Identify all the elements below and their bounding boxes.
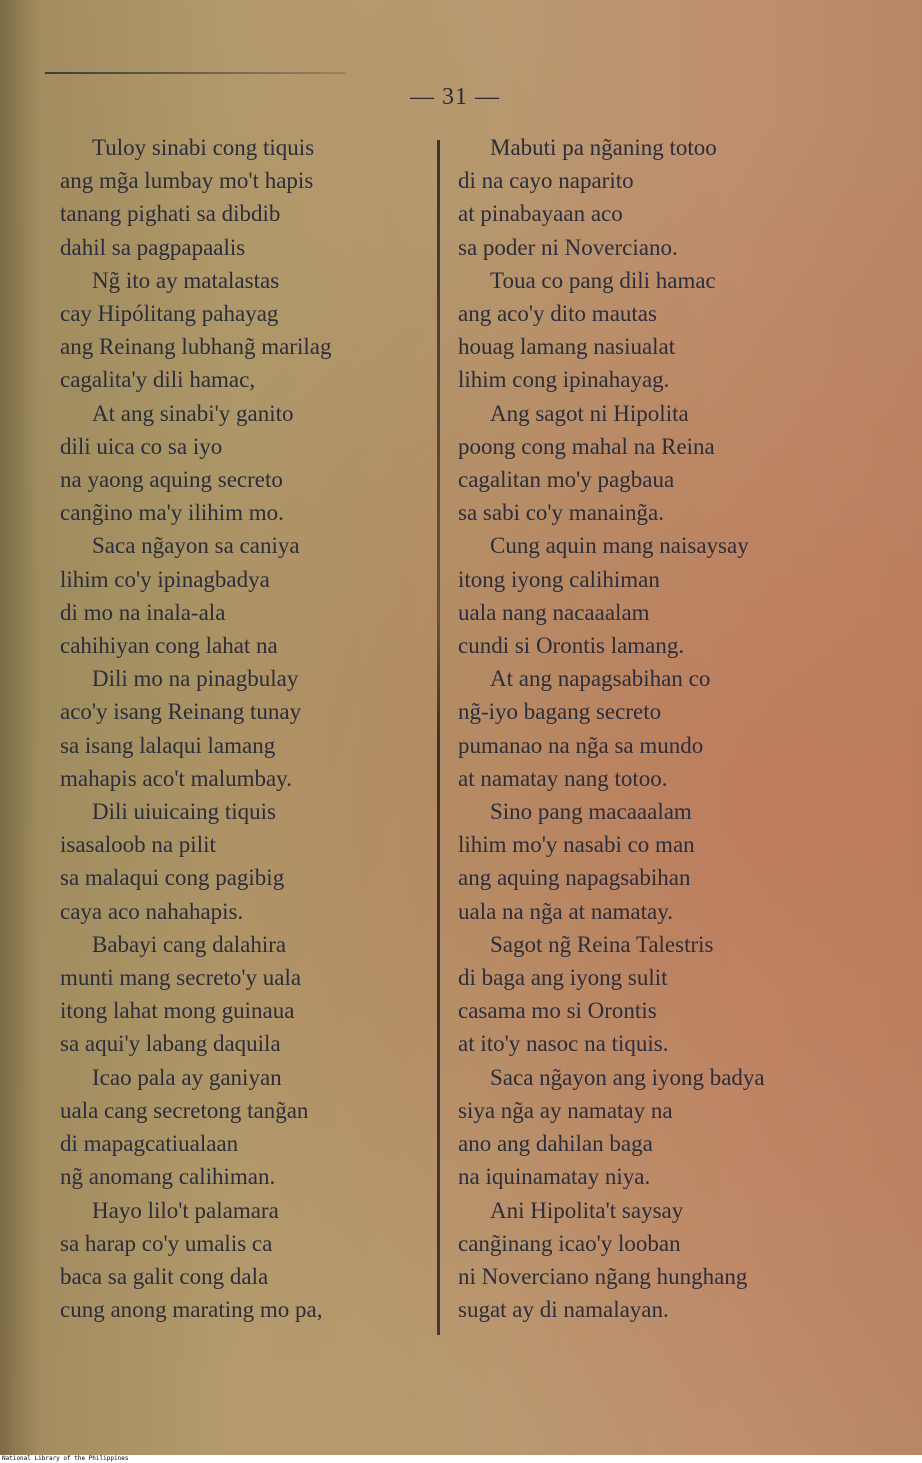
verse-line: sa malaqui cong pagibig bbox=[60, 865, 285, 891]
verse-line: ng̃ anomang calihiman. bbox=[60, 1164, 276, 1190]
left-column bbox=[60, 131, 440, 1326]
verse-line: uala na ng̃a at namatay. bbox=[458, 898, 673, 924]
verse-line: na yaong aquing secreto bbox=[60, 467, 283, 493]
verse-line: poong cong mahal na Reina bbox=[458, 433, 715, 459]
verse-line: na iquinamatay niya. bbox=[458, 1164, 651, 1190]
verse-line: baca sa galit cong dala bbox=[60, 1263, 269, 1289]
verse-line: di mapagcatiualaan bbox=[60, 1131, 239, 1157]
verse-line: at namatay nang totoo. bbox=[458, 765, 668, 791]
verse-line: ni Noverciano ng̃ang hunghang bbox=[458, 1263, 748, 1289]
verse-line: at pinabayaan aco bbox=[458, 201, 623, 227]
verse-line: cay Hipólitang pahayag bbox=[60, 301, 279, 327]
page-number: — 31 — bbox=[410, 84, 500, 110]
verse-line: Ang sagot ni Hipolita bbox=[490, 400, 689, 426]
verse-line: Sagot ng̃ Reina Talestris bbox=[490, 931, 714, 957]
verse-line: Babayi cang dalahira bbox=[92, 931, 287, 957]
verse-line: uala nang nacaaalam bbox=[458, 599, 650, 625]
verse-line: sa isang lalaqui lamang bbox=[60, 732, 276, 758]
verse-line: munti mang secreto'y uala bbox=[60, 965, 302, 991]
footer-credit: National Library of the Philippines bbox=[2, 1455, 129, 1462]
verse-line: tanang pighati sa dibdib bbox=[60, 201, 281, 227]
verse-line: houag lamang nasiualat bbox=[458, 334, 676, 360]
verse-line: At ang napagsabihan co bbox=[490, 666, 711, 692]
verse-line: Saca ng̃ayon sa caniya bbox=[92, 533, 300, 559]
verse-line: ng̃-iyo bagang secreto bbox=[458, 699, 662, 725]
verse-line: Hayo lilo't palamara bbox=[92, 1197, 279, 1223]
verse-line: sa aqui'y labang daquila bbox=[60, 1031, 281, 1057]
verse-line: itong lahat mong guinaua bbox=[60, 998, 295, 1024]
verse-line: sa poder ni Noverciano. bbox=[458, 234, 678, 260]
verse-line: Dili mo na pinagbulay bbox=[92, 666, 299, 692]
verse-line: isasaloob na pilit bbox=[60, 832, 216, 858]
verse-line: ang aquing napagsabihan bbox=[458, 865, 691, 891]
footer-bar bbox=[0, 1455, 922, 1463]
verse-line: cagalitan mo'y pagbaua bbox=[458, 467, 675, 493]
verse-line: di baga ang iyong sulit bbox=[458, 965, 668, 991]
verse-line: Ani Hipolita't saysay bbox=[490, 1197, 684, 1223]
verse-line: Icao pala ay ganiyan bbox=[92, 1064, 282, 1090]
verse-line: Cung aquin mang naisaysay bbox=[490, 533, 749, 559]
verse-line: Saca ng̃ayon ang iyong badya bbox=[490, 1064, 765, 1090]
header-rule bbox=[45, 72, 345, 74]
verse-line: Tuloy sinabi cong tiquis bbox=[92, 135, 315, 160]
verse-line: cagalita'y dili hamac, bbox=[60, 367, 256, 393]
verse-line: lihim mo'y nasabi co man bbox=[458, 832, 695, 858]
verse-line: At ang sinabi'y ganito bbox=[92, 400, 294, 426]
verse-line: di na cayo naparito bbox=[458, 168, 634, 194]
verse-line: Dili uiuicaing tiquis bbox=[92, 799, 276, 825]
verse-line: lihim cong ipinahayag. bbox=[458, 367, 670, 393]
verse-line: Toua co pang dili hamac bbox=[490, 267, 716, 293]
verse-line: cung anong marating mo pa, bbox=[60, 1297, 323, 1323]
verse-line: lihim co'y ipinagbadya bbox=[60, 566, 270, 592]
verse-line: cundi si Orontis lamang. bbox=[458, 633, 685, 659]
verse-line: di mo na inala-ala bbox=[60, 599, 226, 625]
verse-line: Sino pang macaaalam bbox=[490, 799, 692, 825]
column-divider bbox=[437, 140, 440, 1335]
binding-shadow bbox=[0, 0, 40, 1455]
verse-line: Ng̃ ito ay matalastas bbox=[92, 267, 280, 293]
verse-line: siya ng̃a ay namatay na bbox=[458, 1097, 673, 1123]
verse-line: ano ang dahilan baga bbox=[458, 1131, 653, 1157]
verse-line: aco'y isang Reinang tunay bbox=[60, 699, 302, 725]
verse-line: ang aco'y dito mautas bbox=[458, 301, 657, 327]
verse-line: mahapis aco't malumbay. bbox=[60, 765, 292, 791]
verse-line: casama mo si Orontis bbox=[458, 998, 657, 1024]
verse-line: dahil sa pagpapaalis bbox=[60, 234, 246, 260]
verse-line: cahihiyan cong lahat na bbox=[60, 633, 278, 659]
verse-line: at ito'y nasoc na tiquis. bbox=[458, 1031, 669, 1057]
verse-line: ang mg̃a lumbay mo't hapis bbox=[60, 168, 314, 194]
verse-line: itong iyong calihiman bbox=[458, 566, 660, 592]
verse-line: sugat ay di namalayan. bbox=[458, 1297, 669, 1323]
verse-line: uala cang secretong tang̃an bbox=[60, 1097, 309, 1123]
verse-line: Mabuti pa ng̃aning totoo bbox=[490, 135, 717, 160]
verse-line: caya aco nahahapis. bbox=[60, 898, 244, 924]
verse-line: sa sabi co'y manaing̃a. bbox=[458, 500, 664, 526]
verse-line: ang Reinang lubhang̃ marilag bbox=[60, 334, 332, 360]
verse-line: sa harap co'y umalis ca bbox=[60, 1230, 273, 1256]
verse-line: pumanao na ng̃a sa mundo bbox=[458, 732, 704, 758]
right-column bbox=[458, 131, 858, 1326]
verse-line: dili uica co sa iyo bbox=[60, 433, 223, 459]
verse-line: cang̃inang icao'y looban bbox=[458, 1230, 681, 1256]
verse-line: cang̃ino ma'y ilihim mo. bbox=[60, 500, 284, 526]
